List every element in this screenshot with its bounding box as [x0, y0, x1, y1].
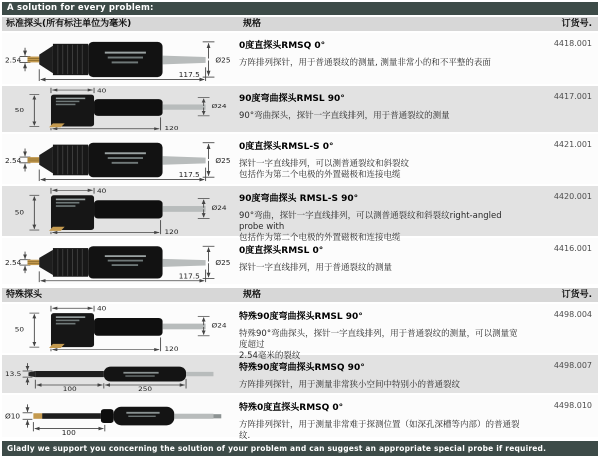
dim-label: 50: [14, 326, 25, 334]
dim-label: 120: [164, 228, 179, 235]
table-row: [2, 134, 598, 186]
description-line: 探针一字直线排列，可以测普通裂纹和斜裂纹: [239, 159, 410, 169]
probe-drawing: [2, 238, 239, 284]
pencil-probe-illustration: [4, 397, 234, 436]
probe-title: 90度弯曲探头 RMSL-S 90°: [239, 194, 359, 204]
order-number: 4418.001: [553, 39, 592, 48]
dim-label: 100: [61, 427, 76, 436]
straight-probe-illustration: [4, 136, 234, 182]
probe-title: 特殊0度直探头RMSQ 0°: [239, 403, 344, 413]
dim-label: 120: [164, 125, 179, 131]
order-number: 4417.001: [553, 92, 592, 101]
probe-title: 0度直探头RMSL-S 0°: [239, 142, 334, 152]
spec-cell: [239, 86, 528, 132]
order-number: 4498.010: [553, 401, 592, 410]
dim-label: Ø25: [215, 257, 231, 267]
dim-label: 2.54: [4, 155, 22, 165]
table-row: [2, 238, 598, 286]
column-header-probe: 特殊探头: [6, 290, 43, 300]
dim-label: Ø24: [211, 322, 227, 330]
probe-description: 方阵排列探针，用于测量非常狭小空间中特别小的普通裂纹: [239, 380, 461, 390]
section-header-special: [2, 288, 598, 304]
probe-drawing: [2, 304, 239, 353]
column-header-order: 订货号.: [561, 19, 592, 29]
table-row: [2, 355, 598, 395]
column-header-spec: 规格: [243, 19, 262, 29]
straight-probe-illustration: [4, 240, 234, 283]
table-row: [2, 86, 598, 134]
probe-description: 方阵排列探针，用于测量非常难于探测位置（如深孔深槽等内部）的普通裂纹.: [239, 420, 520, 442]
description-line: 特殊90°弯曲探头，探针一字直线排列，用于普通裂纹的测量，可以测量宽度超过: [239, 329, 518, 351]
dim-label: 2.54: [4, 257, 22, 267]
dim-label: Ø25: [215, 155, 231, 165]
description-line: 包括作为第二个电极的外置磁极和连接电缆: [239, 233, 401, 244]
elbow-probe-illustration: [4, 305, 234, 352]
probe-drawing: [2, 33, 239, 84]
dim-label: 117.5: [178, 170, 200, 180]
order-number: 4420.001: [553, 192, 592, 201]
dim-label: Ø10: [4, 411, 21, 420]
spec-cell: [239, 186, 528, 244]
probe-title: 0度直探头RMSQ 0°: [239, 41, 326, 51]
order-number: 4498.004: [553, 310, 592, 319]
spec-cell: [239, 134, 528, 184]
dim-label: 40: [96, 87, 107, 95]
dim-label: 117.5: [178, 271, 200, 280]
spec-cell: [239, 304, 528, 362]
column-header-probe: 标准探头(所有标注单位为毫米): [6, 19, 132, 29]
elbow-probe-illustration: [4, 187, 234, 235]
description-line: 包括作为第二个电极的外置磁极和连接电缆: [239, 170, 401, 181]
probe-drawing: [2, 355, 239, 393]
column-header-spec: 规格: [243, 290, 262, 300]
probe-title: 0度直探头RMSL 0°: [239, 246, 324, 256]
dim-label: 120: [164, 345, 179, 352]
catalog-page: [2, 2, 598, 456]
dim-label: Ø24: [211, 103, 227, 110]
dim-label: 2.54: [4, 55, 22, 65]
dim-label: 50: [14, 208, 25, 217]
probe-description: [239, 159, 524, 181]
table-row: [2, 33, 598, 86]
dim-label: 250: [138, 384, 153, 392]
probe-title: 特殊90度弯曲探头RMSQ 90°: [239, 363, 365, 373]
order-number: 4421.001: [553, 140, 592, 149]
dim-label: Ø25: [215, 55, 231, 65]
probe-drawing: [2, 186, 239, 236]
probe-title: 特殊90度弯曲探头RMSL 90°: [239, 312, 363, 322]
dim-label: 100: [62, 384, 77, 392]
description-line: 2.54毫米的裂纹: [239, 351, 301, 362]
slim-probe-illustration: [4, 357, 234, 392]
probe-description: 90°弯曲探头，探针一字直线排列，用于普通裂纹的测量: [239, 111, 450, 121]
probe-drawing: [2, 395, 239, 437]
dim-label: Ø24: [211, 204, 227, 212]
elbow-probe-illustration: [4, 87, 234, 131]
probe-description: 方阵排列探针，用于普通裂纹的测量, 测量非常小的和不平整的表面: [239, 58, 491, 68]
description-line: 90°弯曲，探针一字直线排列，可以测普通裂纹和斜裂纹right-angled probe with: [239, 211, 502, 233]
probe-description: 探针一字直线排列，用于普通裂纹的测量: [239, 263, 393, 273]
spec-cell: [239, 238, 528, 284]
order-number: 4416.001: [553, 244, 592, 253]
dim-label: 13.5: [4, 370, 22, 378]
dim-label: 117.5: [178, 70, 200, 80]
spec-cell: [239, 33, 528, 84]
straight-probe-illustration: [4, 35, 234, 82]
section-header-standard: [2, 17, 598, 33]
column-header-order: 订货号.: [561, 290, 592, 300]
bottom-banner: Gladly we support you concerning the solution of your problem and can suggest an appropriate special probe if required.: [2, 441, 598, 456]
spec-cell: [239, 355, 528, 393]
probe-drawing: [2, 134, 239, 184]
probe-title: 90度弯曲探头RMSL 90°: [239, 94, 345, 104]
table-row: [2, 186, 598, 244]
table-row: [2, 395, 598, 442]
top-banner: A solution for every problem:: [2, 2, 598, 15]
dim-label: 50: [14, 106, 25, 114]
spec-cell: [239, 395, 528, 442]
table-row: [2, 304, 598, 362]
dim-label: 40: [96, 305, 107, 313]
order-number: 4498.007: [553, 361, 592, 370]
dim-label: 40: [96, 187, 107, 195]
probe-drawing: [2, 86, 239, 132]
